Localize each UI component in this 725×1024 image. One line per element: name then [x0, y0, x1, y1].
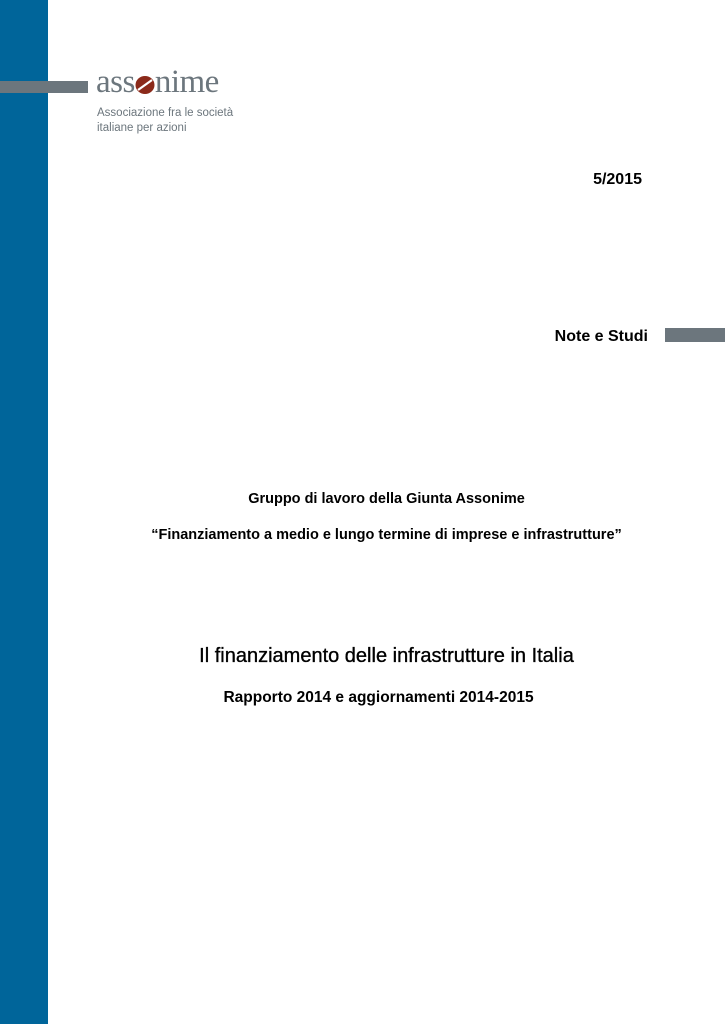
series-bar [665, 328, 725, 342]
document-subtitle: Rapporto 2014 e aggiornamenti 2014-2015 [223, 689, 534, 706]
working-group-line: Gruppo di lavoro della Giunta Assonime [248, 491, 525, 507]
sidebar-band [0, 0, 48, 1024]
logo-o-mark-icon [134, 70, 156, 96]
series-label: Note e Studi [554, 328, 648, 345]
document-title: Il finanziamento delle infrastrutture in Italia [199, 645, 574, 667]
assonime-logo [96, 62, 219, 102]
logo-wordmark-left: ass [96, 64, 135, 100]
logo-tagline-line1: Associazione fra le società [97, 107, 234, 119]
logo-tagline [97, 106, 277, 136]
issue-number: 5/2015 [593, 171, 642, 188]
logo-bar [0, 81, 88, 93]
logo-tagline-line2: italiane per azioni [97, 122, 187, 134]
logo-wordmark-right: nime [154, 64, 219, 100]
working-group-topic: “Finanziamento a medio e lungo termine di imprese e infrastrutture” [151, 527, 622, 543]
